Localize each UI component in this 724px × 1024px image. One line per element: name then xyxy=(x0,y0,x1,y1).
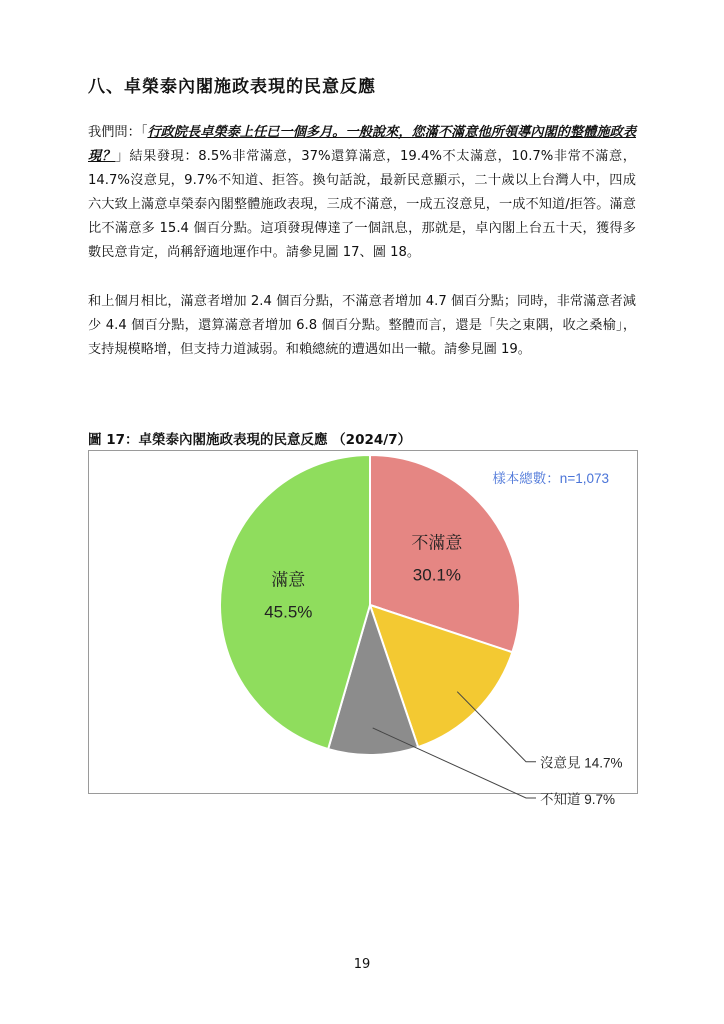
slice-value-satisfied: 45.5% xyxy=(264,602,313,622)
slice-label-dont-know: 不知道 9.7% xyxy=(540,791,616,807)
section-heading: 八、卓榮泰內閣施政表現的民意反應 xyxy=(88,77,376,97)
page-number: 19 xyxy=(353,957,371,972)
paragraph-survey-result xyxy=(88,121,636,265)
pie-chart-frame xyxy=(88,450,638,807)
slice-label-satisfied: 滿意 xyxy=(271,570,306,590)
pie-chart xyxy=(89,451,637,807)
figure-caption: 圖 17：卓榮泰內閣施政表現的民意反應 （2024/7） xyxy=(88,432,412,448)
paragraph-body: 」結果發現：8.5%非常滿意，37%還算滿意，19.4%不太滿意，10.7%非常不滿意，14.7%沒意見，9.7%不知道、拒答。換句話說，最新民意顯示，二十歲以上台灣人中，四成六大致上滿意卓榮泰內閣整體施政表現，三成不滿意，一成五沒意見，一成不知道/拒答。滿意比不滿意多 15.4 個百分點。這項發現傳達了一個訊息，那就是，卓內閣上台五十天，獲得多數民意肯定，尚稱舒適地運作中。請參見圖 17、圖 18。 xyxy=(88,149,636,260)
slice-value-dissatisfied: 30.1% xyxy=(412,565,461,585)
slice-label-no-opinion: 沒意見 14.7% xyxy=(540,755,623,771)
paragraph-monthly-comparison: 和上個月相比，滿意者增加 2.4 個百分點，不滿意者增加 4.7 個百分點；同時，非常滿意者減少 4.4 個百分點，還算滿意者增加 6.8 個百分點。整體而言，還是「失之東隅，收之桑榆」，支持規模略增，但支持力道減弱。和賴總統的遭遇如出一轍。請參見圖 19。 xyxy=(88,294,636,357)
survey-question: 行政院長卓榮泰上任已一個多月。一般說來，您滿不滿意他所領導內閣的整體施政表現？ xyxy=(88,125,637,164)
slice-label-dissatisfied: 不滿意 xyxy=(411,533,463,553)
sample-size-note: 樣本總數：n=1,073 xyxy=(492,471,609,486)
paragraph-lead: 我們問：「 xyxy=(88,125,148,140)
